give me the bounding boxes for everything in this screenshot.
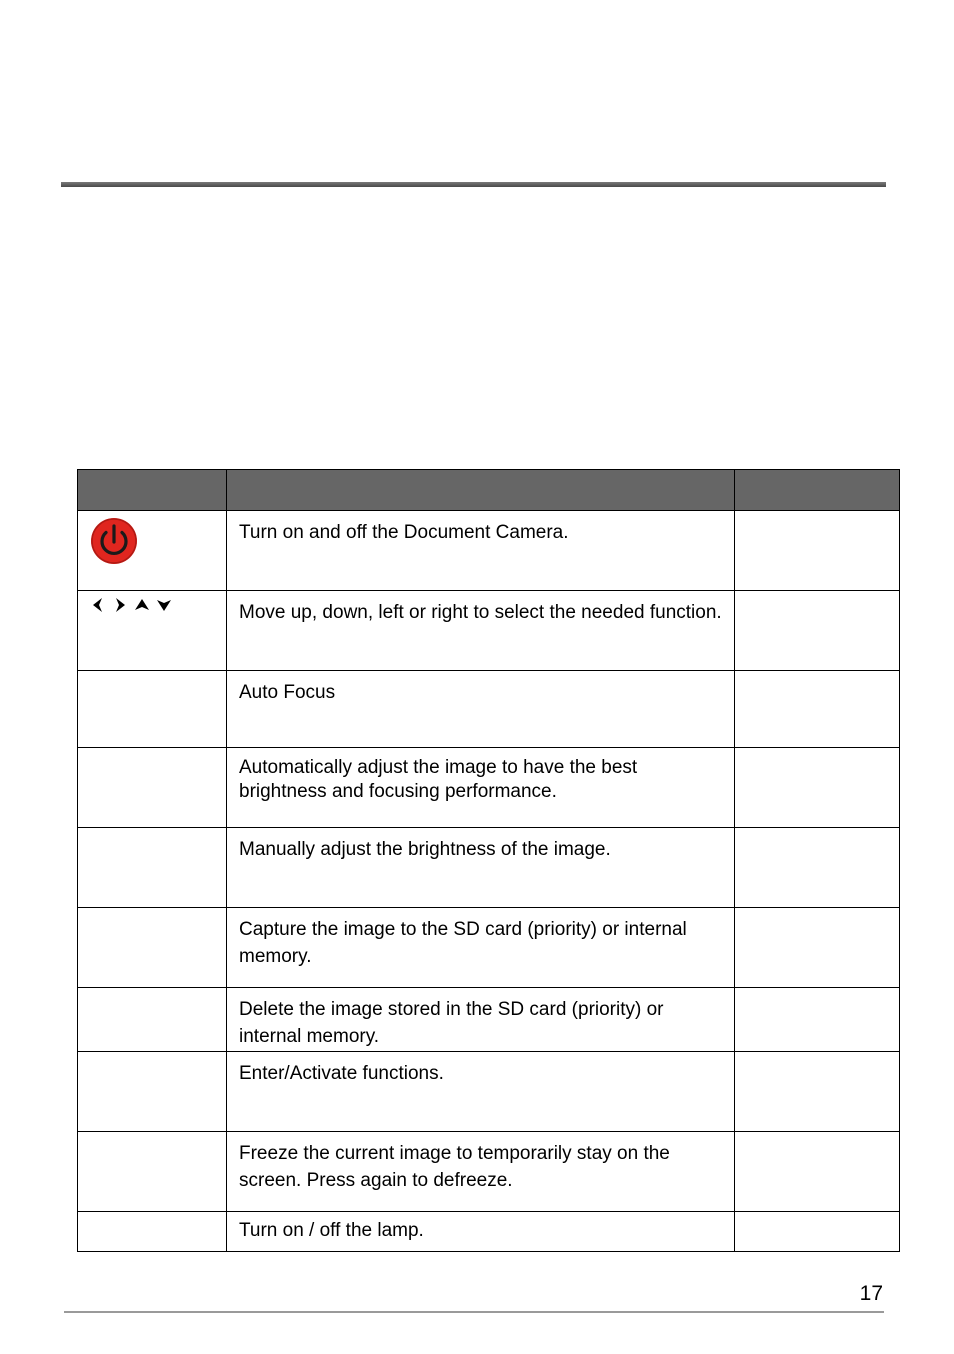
page-number: 17 (859, 1282, 883, 1305)
empty-cell (735, 908, 900, 988)
table-row (78, 671, 900, 748)
empty-cell (735, 511, 900, 591)
key-cell (78, 908, 227, 988)
key-cell-arrows (78, 591, 227, 671)
arrow-right-icon (112, 597, 128, 613)
key-cell (78, 1132, 227, 1212)
arrow-down-icon (156, 597, 172, 613)
table-row (78, 828, 900, 908)
key-cell (78, 988, 227, 1052)
description-cell: Enter/Activate functions. (227, 1052, 735, 1132)
table-row (78, 988, 900, 1052)
table-row (78, 1052, 900, 1132)
key-cell (78, 828, 227, 908)
description-cell: Automatically adjust the image to have the best brightness and focusing performance. (227, 748, 735, 828)
empty-cell (735, 1052, 900, 1132)
table-row (78, 748, 900, 828)
key-cell (78, 748, 227, 828)
description-cell: Move up, down, left or right to select the needed function. (227, 591, 735, 671)
empty-cell (735, 671, 900, 748)
key-cell (78, 671, 227, 748)
description-cell: Turn on and off the Document Camera. (227, 511, 735, 591)
empty-cell (735, 828, 900, 908)
power-icon (90, 517, 138, 565)
arrow-keys-icon (90, 597, 172, 613)
empty-cell (735, 1132, 900, 1212)
top-divider (61, 182, 886, 187)
arrow-left-icon (90, 597, 106, 613)
header-cell-key (78, 470, 227, 511)
table-header-row (78, 470, 900, 511)
description-cell: Delete the image stored in the SD card (priority) or internal memory. (227, 988, 735, 1052)
bottom-divider (64, 1311, 884, 1313)
functions-table (77, 469, 900, 1252)
table-row (78, 511, 900, 591)
description-cell: Turn on / off the lamp. (227, 1212, 735, 1252)
key-cell-power (78, 511, 227, 591)
description-cell: Manually adjust the brightness of the image. (227, 828, 735, 908)
table-row (78, 591, 900, 671)
description-cell: Freeze the current image to temporarily stay on the screen. Press again to defreeze. (227, 1132, 735, 1212)
header-cell-description (227, 470, 735, 511)
empty-cell (735, 988, 900, 1052)
empty-cell (735, 591, 900, 671)
empty-cell (735, 748, 900, 828)
table-row (78, 1132, 900, 1212)
header-cell-other (735, 470, 900, 511)
arrow-up-icon (134, 597, 150, 613)
empty-cell (735, 1212, 900, 1252)
key-cell (78, 1052, 227, 1132)
description-cell: Auto Focus (227, 671, 735, 748)
description-cell: Capture the image to the SD card (priority) or internal memory. (227, 908, 735, 988)
key-cell (78, 1212, 227, 1252)
table-row (78, 1212, 900, 1252)
table-row (78, 908, 900, 988)
